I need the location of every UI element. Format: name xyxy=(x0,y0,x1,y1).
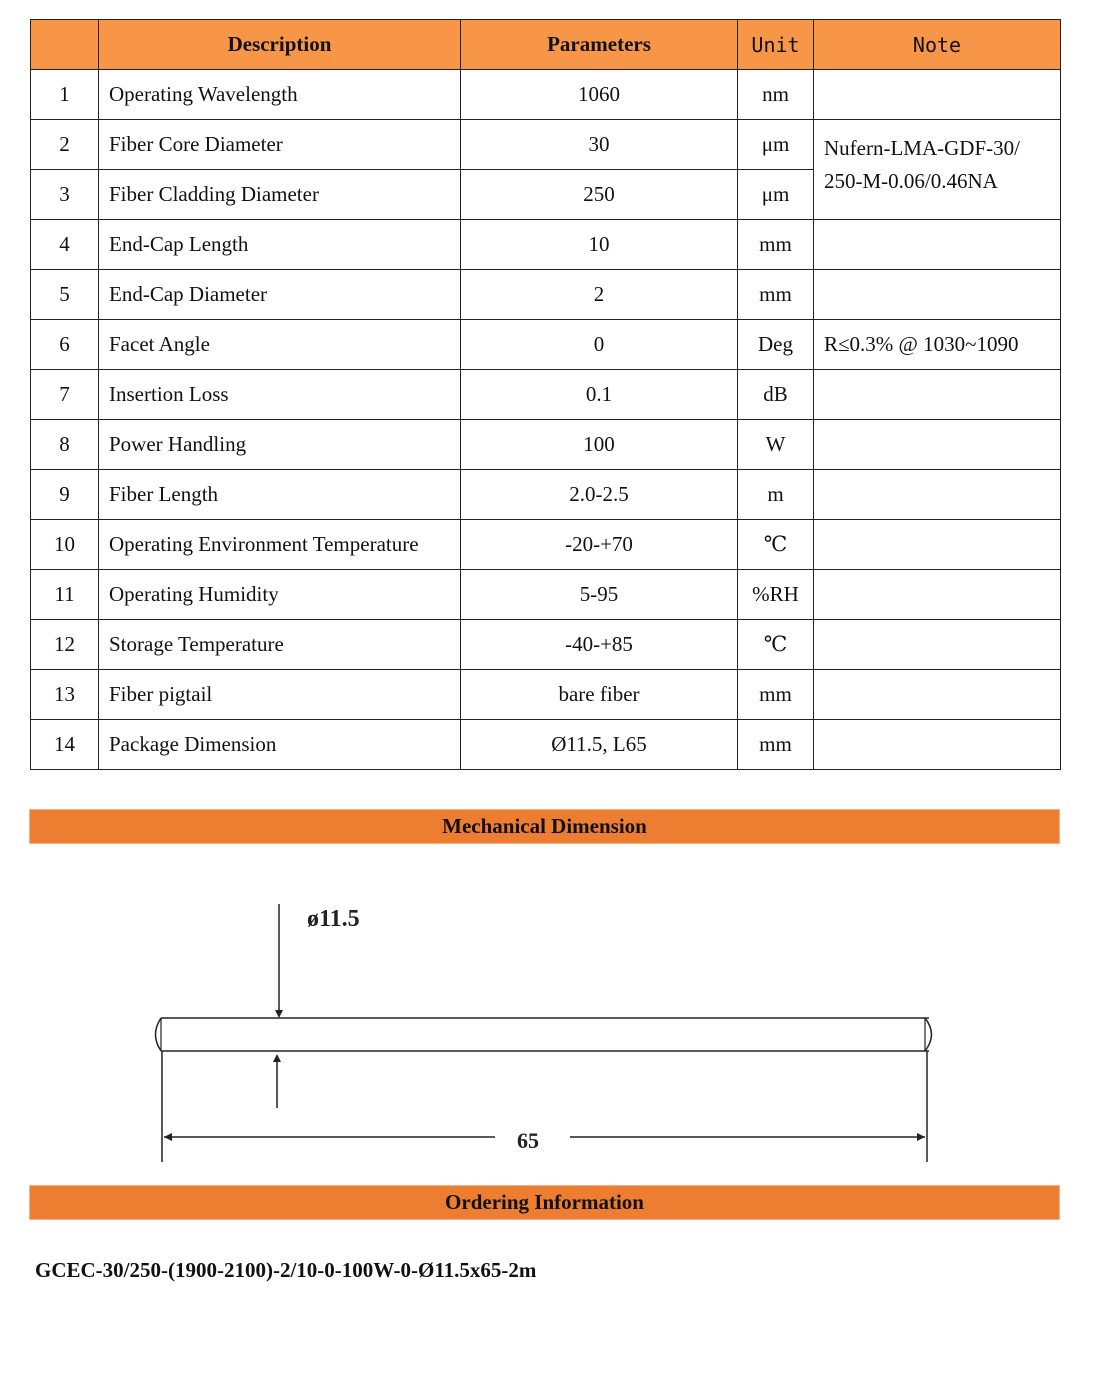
row-number: 9 xyxy=(31,470,99,520)
mechanical-dimension-heading: Mechanical Dimension xyxy=(29,809,1060,844)
table-row xyxy=(31,420,1061,470)
row-parameter: Ø11.5, L65 xyxy=(461,720,738,770)
row-unit: mm xyxy=(738,220,814,270)
row-parameter: 5-95 xyxy=(461,570,738,620)
row-note xyxy=(814,570,1061,620)
row-number: 7 xyxy=(31,370,99,420)
header-unit: Unit xyxy=(738,20,814,70)
row-number: 5 xyxy=(31,270,99,320)
row-note xyxy=(814,720,1061,770)
length-label: 65 xyxy=(517,1128,539,1153)
table-header-row xyxy=(31,20,1061,70)
row-parameter: bare fiber xyxy=(461,670,738,720)
table-row xyxy=(31,620,1061,670)
ordering-code: GCEC-30/250-(1900-2100)-2/10-0-100W-0-Ø11.5x65-2m xyxy=(35,1258,537,1282)
row-note: R≤0.3% @ 1030~1090 xyxy=(814,320,1061,370)
diameter-label: ø11.5 xyxy=(307,906,360,932)
row-unit: μm xyxy=(738,170,814,220)
row-note xyxy=(814,370,1061,420)
row-description: Fiber Cladding Diameter xyxy=(99,170,461,220)
row-unit: Deg xyxy=(738,320,814,370)
row-note xyxy=(814,420,1061,470)
row-note xyxy=(814,220,1061,270)
row-description: Operating Environment Temperature xyxy=(99,520,461,570)
table-row xyxy=(31,120,1061,170)
cylinder-left-cap xyxy=(156,1018,162,1051)
mechanical-drawing xyxy=(0,860,1100,1170)
row-parameter: 2 xyxy=(461,270,738,320)
row-number: 4 xyxy=(31,220,99,270)
row-unit: μm xyxy=(738,120,814,170)
table-row xyxy=(31,220,1061,270)
row-parameter: 30 xyxy=(461,120,738,170)
table-row xyxy=(31,320,1061,370)
ordering-information-heading: Ordering Information xyxy=(29,1185,1060,1220)
row-description: Facet Angle xyxy=(99,320,461,370)
row-description: End-Cap Diameter xyxy=(99,270,461,320)
merged-note-fiber-type xyxy=(814,120,1061,220)
row-parameter: -40-+85 xyxy=(461,620,738,670)
row-unit: nm xyxy=(738,70,814,120)
arrowhead-down-icon xyxy=(275,1010,283,1018)
row-unit: mm xyxy=(738,670,814,720)
note-line-1: Nufern-LMA-GDF-30/ xyxy=(824,136,1020,160)
row-parameter: -20-+70 xyxy=(461,520,738,570)
row-number: 2 xyxy=(31,120,99,170)
table-row xyxy=(31,720,1061,770)
header-note: Note xyxy=(814,20,1061,70)
row-parameter: 2.0-2.5 xyxy=(461,470,738,520)
row-number: 6 xyxy=(31,320,99,370)
table-row xyxy=(31,470,1061,520)
row-parameter: 0.1 xyxy=(461,370,738,420)
row-description: Power Handling xyxy=(99,420,461,470)
table-row xyxy=(31,570,1061,620)
row-unit: W xyxy=(738,420,814,470)
row-parameter: 10 xyxy=(461,220,738,270)
row-note xyxy=(814,270,1061,320)
row-parameter: 250 xyxy=(461,170,738,220)
spec-table xyxy=(30,19,1061,770)
row-description: Fiber pigtail xyxy=(99,670,461,720)
row-description: Fiber Core Diameter xyxy=(99,120,461,170)
row-unit: ℃ xyxy=(738,520,814,570)
table-row xyxy=(31,370,1061,420)
row-unit: mm xyxy=(738,720,814,770)
row-number: 11 xyxy=(31,570,99,620)
arrowhead-left-icon xyxy=(164,1133,172,1141)
row-note xyxy=(814,470,1061,520)
arrowhead-right-icon xyxy=(917,1133,925,1141)
row-number: 12 xyxy=(31,620,99,670)
header-no xyxy=(31,20,99,70)
table-row xyxy=(31,70,1061,120)
row-parameter: 0 xyxy=(461,320,738,370)
row-unit: dB xyxy=(738,370,814,420)
row-number: 3 xyxy=(31,170,99,220)
table-row xyxy=(31,520,1061,570)
row-number: 13 xyxy=(31,670,99,720)
row-number: 1 xyxy=(31,70,99,120)
row-note xyxy=(814,520,1061,570)
table-row xyxy=(31,670,1061,720)
header-description: Description xyxy=(99,20,461,70)
cylinder-right-cap xyxy=(925,1018,932,1051)
row-number: 8 xyxy=(31,420,99,470)
row-parameter: 100 xyxy=(461,420,738,470)
row-unit: ℃ xyxy=(738,620,814,670)
note-line-2: 250-M-0.06/0.46NA xyxy=(824,169,998,193)
arrowhead-up-icon xyxy=(273,1054,281,1062)
row-parameter: 1060 xyxy=(461,70,738,120)
row-unit: mm xyxy=(738,270,814,320)
row-description: Package Dimension xyxy=(99,720,461,770)
row-description: Operating Humidity xyxy=(99,570,461,620)
header-parameters: Parameters xyxy=(461,20,738,70)
row-description: Fiber Length xyxy=(99,470,461,520)
row-unit: %RH xyxy=(738,570,814,620)
row-description: End-Cap Length xyxy=(99,220,461,270)
row-note xyxy=(814,70,1061,120)
row-description: Storage Temperature xyxy=(99,620,461,670)
row-number: 14 xyxy=(31,720,99,770)
row-description: Operating Wavelength xyxy=(99,70,461,120)
row-note xyxy=(814,670,1061,720)
row-description: Insertion Loss xyxy=(99,370,461,420)
row-note xyxy=(814,620,1061,670)
table-row xyxy=(31,270,1061,320)
row-unit: m xyxy=(738,470,814,520)
row-number: 10 xyxy=(31,520,99,570)
